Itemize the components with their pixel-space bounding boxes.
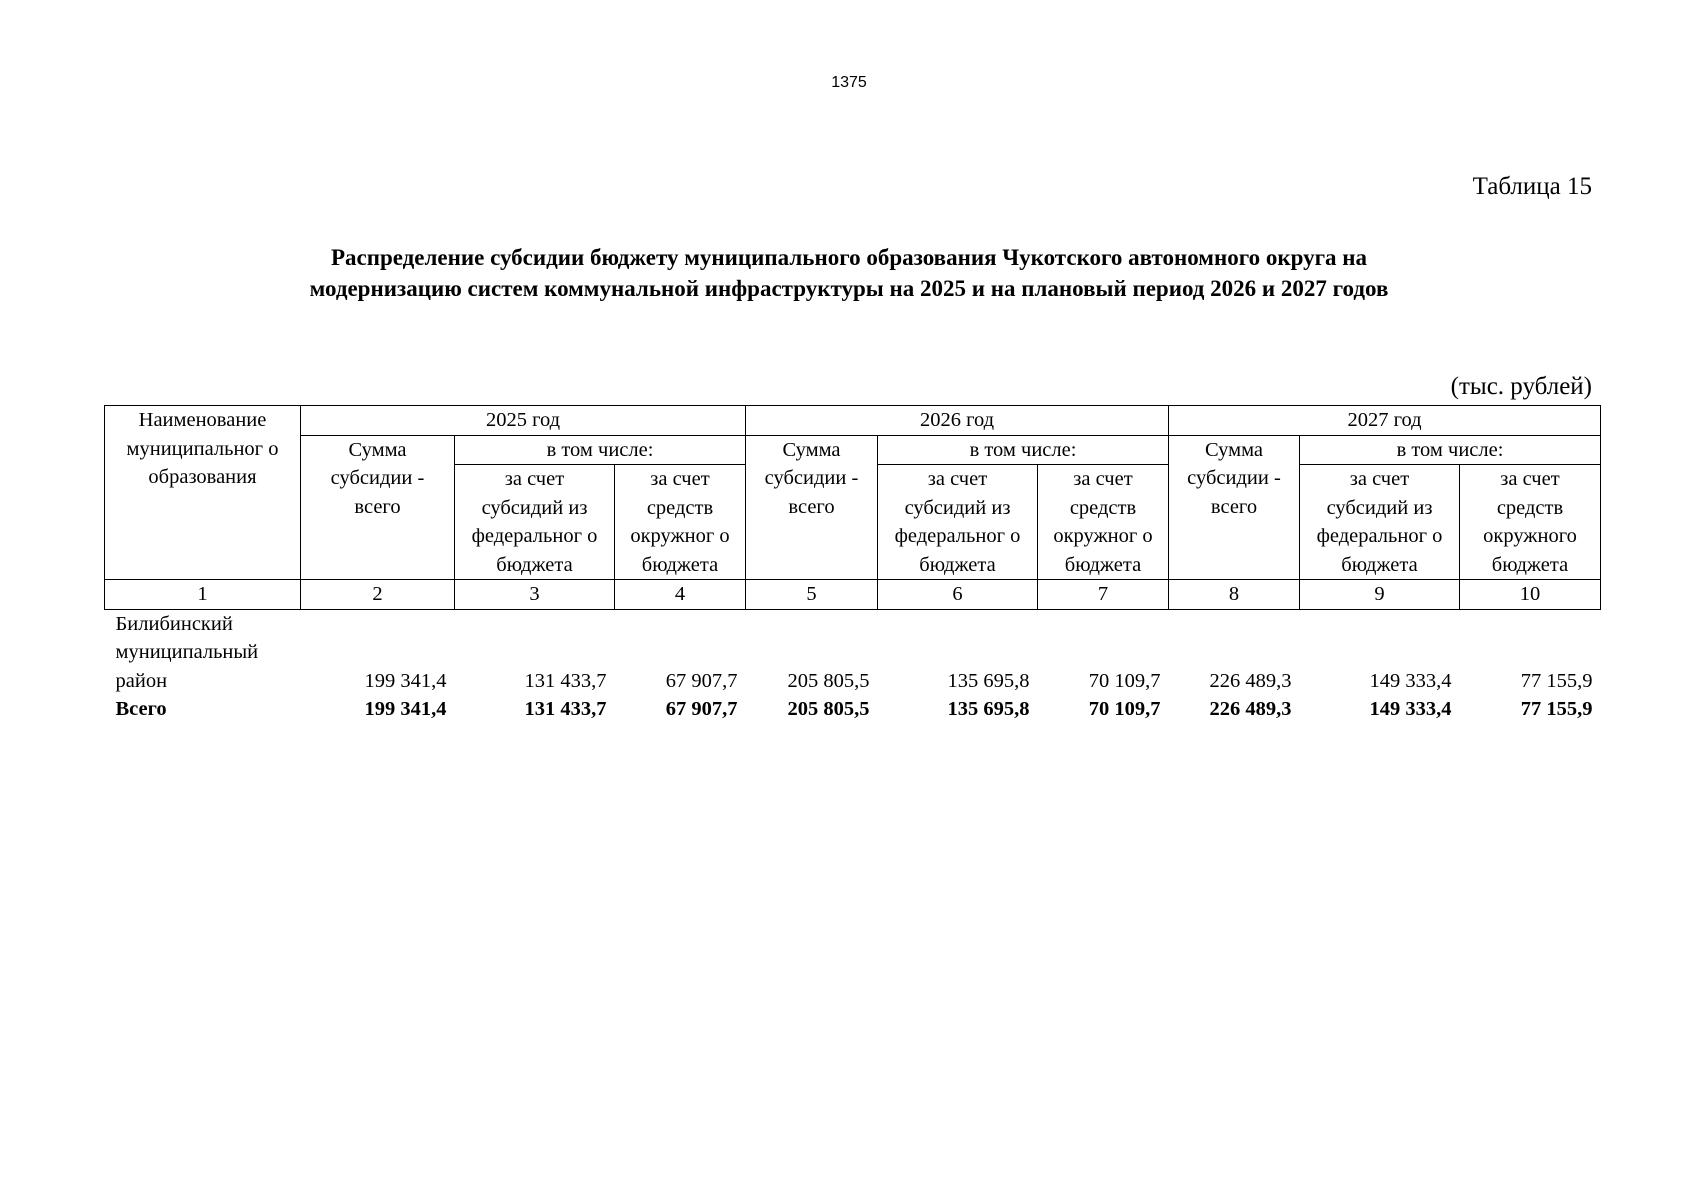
total-cell: 77 155,9 xyxy=(1520,698,1593,720)
column-number: 10 xyxy=(1460,580,1601,610)
total-label: Всего xyxy=(115,698,167,720)
header-federal-2026: за счет субсидий из федеральног о бюджета xyxy=(878,465,1038,580)
title-line-2: модернизацию систем коммунальной инфраструктуры на 2025 и на плановый период 2026 и 2027 годов xyxy=(309,276,1389,301)
total-cell: 205 805,5 xyxy=(787,698,870,720)
table-header xyxy=(105,406,1601,610)
page-number: 1375 xyxy=(831,74,867,91)
total-cell: 199 341,4 xyxy=(364,698,447,720)
table-cell: 199 341,4 xyxy=(364,669,447,692)
header-district-2025: за счет средств окружног о бюджета xyxy=(615,465,746,580)
column-number: 3 xyxy=(455,580,615,610)
title-line-1: Распределение субсидии бюджету муниципального образования Чукотского автономного округа на xyxy=(330,245,1368,270)
header-including-2025: в том числе: xyxy=(455,435,746,465)
total-row xyxy=(105,695,1601,724)
table-cell: 67 907,7 xyxy=(665,669,738,692)
column-number: 5 xyxy=(746,580,878,610)
header-sum-total-2025: Сумма субсидии - всего xyxy=(301,435,455,580)
total-cell: 67 907,7 xyxy=(665,698,738,720)
header-including-2026: в том числе: xyxy=(878,435,1169,465)
column-number: 4 xyxy=(615,580,746,610)
table-cell: 149 333,4 xyxy=(1369,669,1452,692)
total-cell: 135 695,8 xyxy=(947,698,1030,720)
row-municipality-name: Билибинский муниципальный район xyxy=(115,612,259,692)
table-label: Таблица 15 xyxy=(1472,173,1592,200)
header-year-2025: 2025 год xyxy=(301,406,746,436)
document-title xyxy=(100,242,1598,304)
column-number: 1 xyxy=(105,580,301,610)
table-cell: 77 155,9 xyxy=(1520,669,1593,692)
header-district-2026: за счет средств окружног о бюджета xyxy=(1038,465,1169,580)
total-cell: 131 433,7 xyxy=(524,698,607,720)
table-body xyxy=(105,609,1601,724)
header-including-2027: в том числе: xyxy=(1300,435,1601,465)
header-sum-total-2026: Сумма субсидии - всего xyxy=(746,435,878,580)
header-municipality: Наименование муниципальног о образования xyxy=(105,406,301,580)
header-district-2027: за счет средств окружного бюджета xyxy=(1460,465,1601,580)
table-row xyxy=(105,609,1601,695)
total-cell: 70 109,7 xyxy=(1088,698,1161,720)
column-number: 9 xyxy=(1300,580,1460,610)
total-cell: 149 333,4 xyxy=(1369,698,1452,720)
column-numbers-row xyxy=(105,580,1601,610)
header-sum-total-2027: Сумма субсидии - всего xyxy=(1169,435,1300,580)
table-cell: 135 695,8 xyxy=(947,669,1030,692)
units-label: (тыс. рублей) xyxy=(1450,373,1592,400)
column-number: 6 xyxy=(878,580,1038,610)
table-cell: 131 433,7 xyxy=(524,669,607,692)
total-cell: 226 489,3 xyxy=(1209,698,1292,720)
column-number: 7 xyxy=(1038,580,1169,610)
table-cell: 205 805,5 xyxy=(787,669,870,692)
header-federal-2027: за счет субсидий из федеральног о бюджета xyxy=(1300,465,1460,580)
column-number: 2 xyxy=(301,580,455,610)
header-federal-2025: за счет субсидий из федеральног о бюджета xyxy=(455,465,615,580)
header-year-2027: 2027 год xyxy=(1169,406,1601,436)
table-cell: 226 489,3 xyxy=(1209,669,1292,692)
column-number: 8 xyxy=(1169,580,1300,610)
header-year-2026: 2026 год xyxy=(746,406,1169,436)
table-cell: 70 109,7 xyxy=(1088,669,1161,692)
subsidy-table xyxy=(104,405,1601,724)
